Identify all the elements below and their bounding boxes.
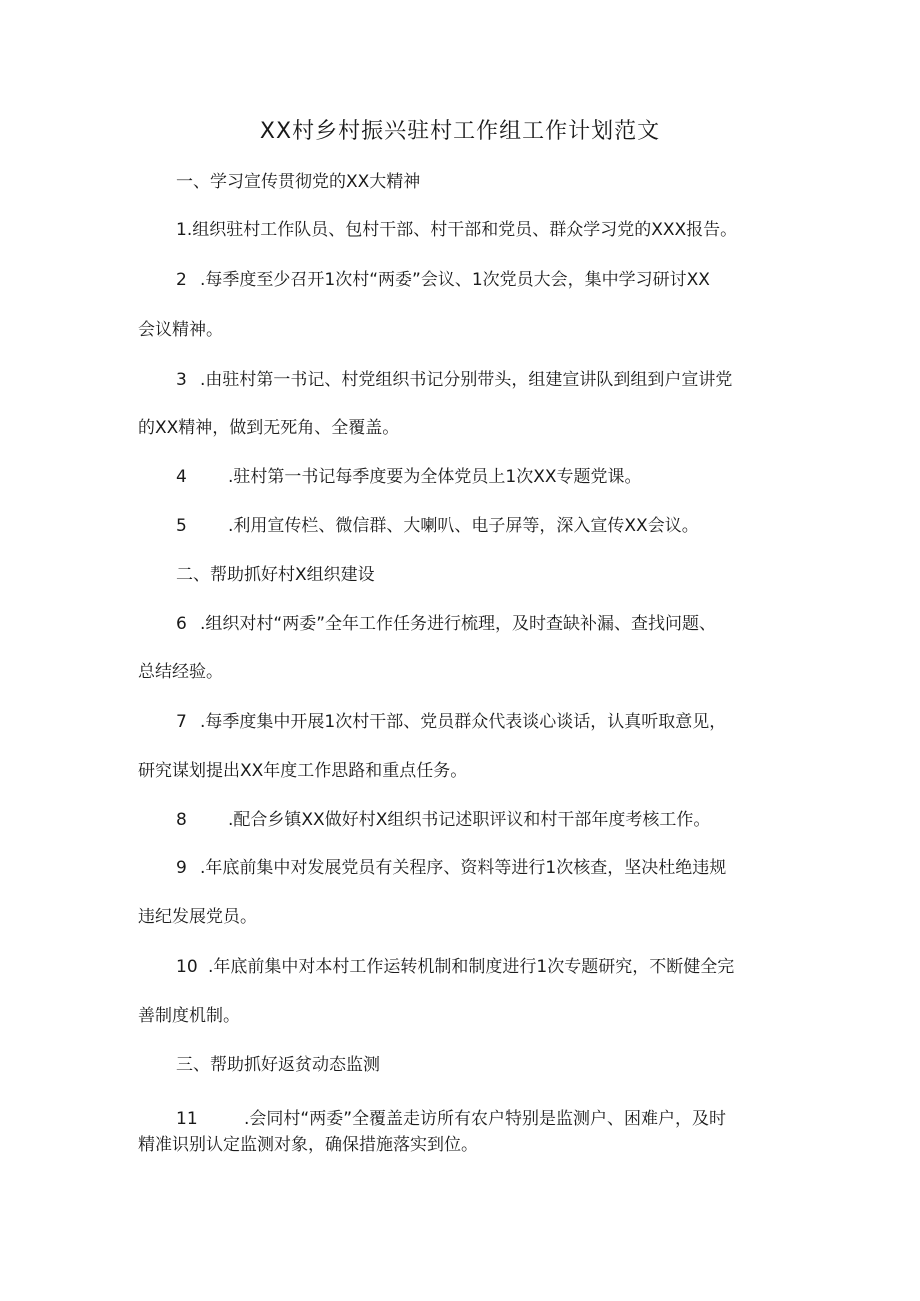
- item-9-line-2: 违纪发展党员。: [138, 907, 257, 927]
- item-3-text: .由驻村第一书记、村党组织书记分别带头，组建宣讲队到组到户宣讲党: [200, 370, 733, 390]
- item-2-number: 2: [176, 270, 187, 290]
- item-7-line-2: 研究谋划提出XX年度工作思路和重点任务。: [138, 761, 468, 781]
- item-9-line-1: [176, 856, 726, 880]
- item-3-number: 3: [176, 370, 187, 390]
- item-2-line-2: 会议精神。: [138, 320, 223, 340]
- item-7-line-1: [176, 710, 726, 734]
- item-10-line-2: 善制度机制。: [138, 1006, 240, 1026]
- item-7-text: .每季度集中开展1次村干部、党员群众代表谈心谈话，认真听取意见，: [200, 712, 727, 732]
- item-4: [176, 465, 642, 489]
- item-5-number: 5: [176, 516, 187, 536]
- item-3-line-1: [176, 368, 732, 392]
- item-11-line-2: 精准识别认定监测对象，确保措施落实到位。: [138, 1135, 478, 1155]
- item-10-line-1: [176, 955, 734, 979]
- item-6-line-2: 总结经验。: [138, 662, 223, 682]
- item-10-number: 10: [176, 957, 198, 977]
- item-5-text: .利用宣传栏、微信群、大喇叭、电子屏等，深入宣传XX会议。: [228, 516, 699, 536]
- document-title: XX村乡村振兴驻村工作组工作计划范文: [259, 119, 661, 144]
- item-8-number: 8: [176, 810, 187, 830]
- item-4-text: .驻村第一书记每季度要为全体党员上1次XX专题党课。: [228, 467, 642, 487]
- section-heading-3: 三、帮助抓好返贫动态监测: [176, 1055, 380, 1075]
- item-4-number: 4: [176, 467, 187, 487]
- item-11-number: 11: [176, 1109, 198, 1129]
- section-heading-2: 二、帮助抓好村X组织建设: [176, 565, 375, 585]
- item-8-text: .配合乡镇XX做好村X组织书记述职评议和村干部年度考核工作。: [228, 810, 711, 830]
- item-9-number: 9: [176, 858, 187, 878]
- item-6-line-1: [176, 612, 716, 636]
- item-2-text: .每季度至少召开1次村“两委”会议、1次党员大会，集中学习研讨XX: [200, 270, 710, 290]
- item-1: 1.组织驻村工作队员、包村干部、村干部和党员、群众学习党的XXX报告。: [176, 220, 738, 240]
- item-7-number: 7: [176, 712, 187, 732]
- item-6-number: 6: [176, 614, 187, 634]
- item-10-text: .年底前集中对本村工作运转机制和制度进行1次专题研究，不断健全完: [208, 957, 735, 977]
- item-5: [176, 514, 699, 538]
- item-11-text: .会同村“两委”全覆盖走访所有农户特别是监测户、困难户，及时: [244, 1109, 727, 1129]
- item-3-line-2: 的XX精神，做到无死角、全覆盖。: [138, 418, 400, 438]
- item-6-text: .组织对村“两委”全年工作任务进行梳理，及时查缺补漏、查找问题、: [200, 614, 717, 634]
- item-2-line-1: [176, 268, 710, 292]
- item-9-text: .年底前集中对发展党员有关程序、资料等进行1次核查，坚决杜绝违规: [200, 858, 727, 878]
- section-heading-1: 一、学习宣传贯彻党的XX大精神: [176, 172, 421, 192]
- item-8: [176, 808, 710, 832]
- item-11-line-1: [176, 1107, 726, 1131]
